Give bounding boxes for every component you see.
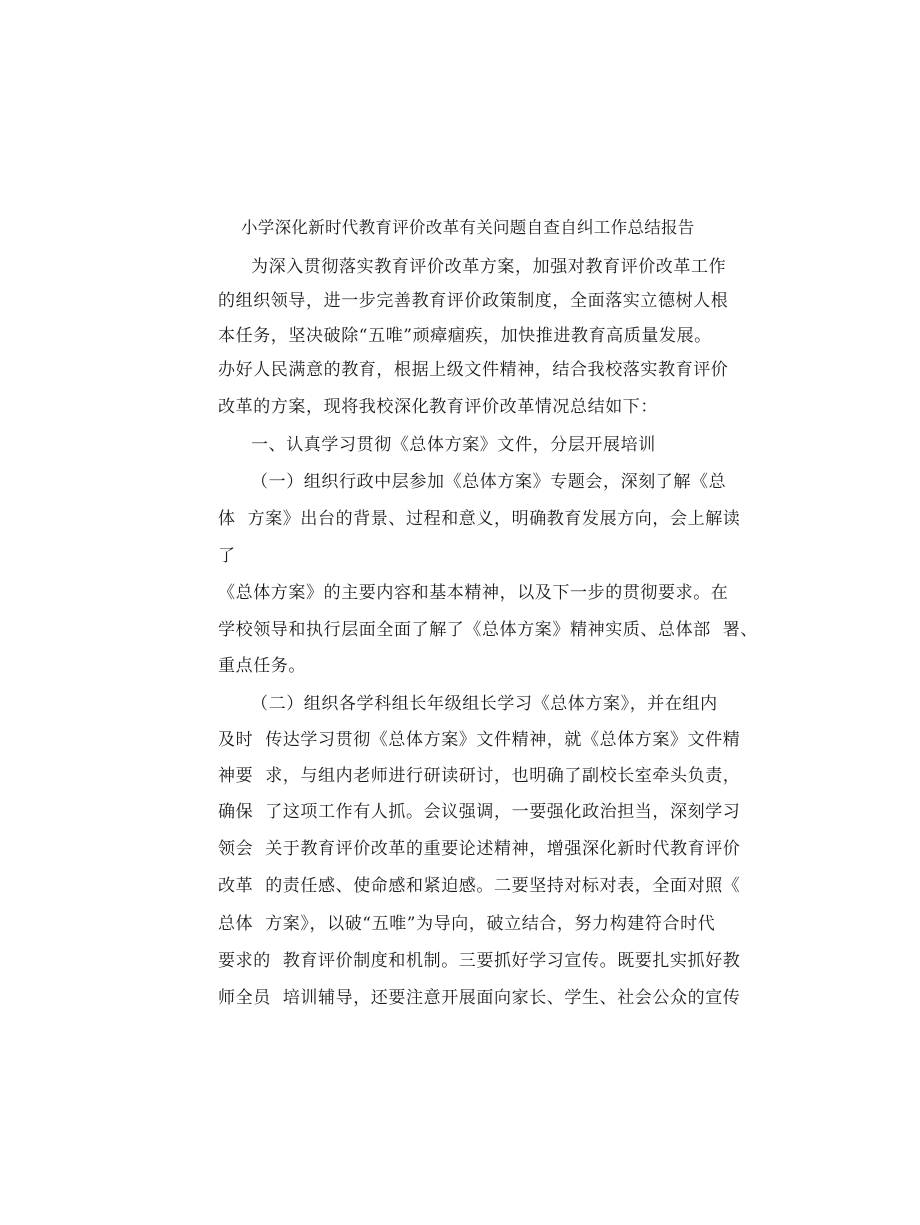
paragraph-line: 了	[218, 546, 236, 566]
paragraph-line: 改革的方案，现将我校深化教育评价改革情况总结如下：	[218, 397, 658, 417]
paragraph-line: 神要 求，与组内老师进行研读研讨，也明确了副校长室牵头负责，	[218, 766, 741, 786]
paragraph-line: 本任务，坚决破除“五唯”顽瘴痼疾，加快推进教育高质量发展。	[218, 326, 712, 346]
paragraph-line: 确保 了这项工作有人抓。会议强调，一要强化政治担当，深刻学习	[218, 802, 741, 822]
paragraph-line: 办好人民满意的教育，根据上级文件精神，结合我校落实教育评价	[218, 360, 729, 380]
paragraph-line: 的组织领导，进一步完善教育评价政策制度，全面落实立德树人根	[218, 291, 729, 311]
paragraph-line: 师全员 培训辅导，还要注意开展面向家长、学生、社会公众的宣传	[218, 988, 741, 1008]
paragraph-line: 体 方案》出台的背景、过程和意义，明确教育发展方向，会上解读	[218, 509, 741, 529]
paragraph-line: 为深入贯彻落实教育评价改革方案，加强对教育评价改革工作	[251, 257, 727, 277]
paragraph-line: 《总体方案》的主要内容和基本精神，以及下一步的贯彻要求。在	[218, 583, 729, 603]
paragraph-line: 重点任务。	[218, 656, 306, 676]
paragraph-line: 学校领导和执行层面全面了解了《总体方案》精神实质、总体部 署、	[218, 620, 759, 640]
paragraph-line: 总体 方案》，以破“五唯”为导向，破立结合，努力构建符合时代	[218, 914, 716, 934]
paragraph-line: 领会 关于教育评价改革的重要论述精神，增强深化新时代教育评价	[218, 839, 741, 859]
paragraph-line: （二）组织各学科组长年级组长学习《总体方案》，并在组内	[251, 694, 718, 714]
paragraph-line: 改革 的责任感、使命感和紧迫感。二要坚持对标对表，全面对照《	[218, 876, 741, 896]
paragraph-line: （一）组织行政中层参加《总体方案》专题会，深刻了解《总	[251, 472, 727, 492]
paragraph-line: 要求的 教育评价制度和机制。三要抓好学习宣传。既要扎实抓好教	[218, 951, 741, 971]
document-title: 小学深化新时代教育评价改革有关问题自查自纠工作总结报告	[241, 218, 695, 237]
section-heading: 一、认真学习贯彻《总体方案》文件，分层开展培训	[251, 435, 656, 455]
paragraph-line: 及时 传达学习贯彻《总体方案》文件精神，就《总体方案》文件精	[218, 730, 741, 750]
